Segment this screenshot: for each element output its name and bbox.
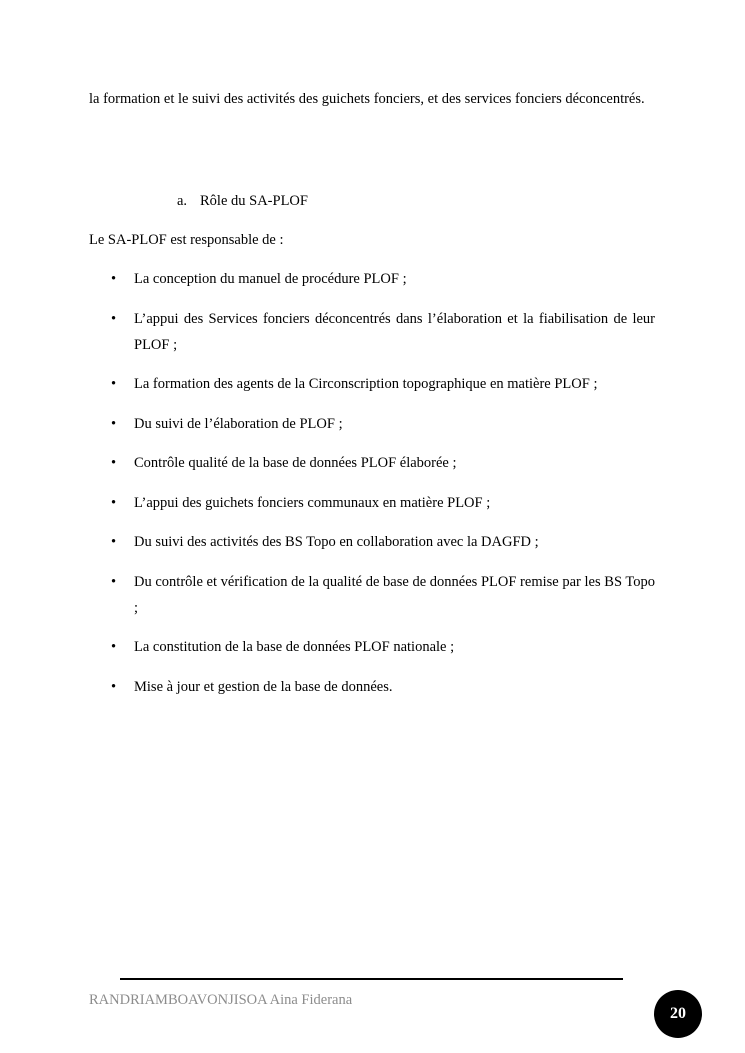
list-item	[89, 490, 655, 516]
list-item-text: La formation des agents de la Circonscription topographique en matière PLOF ;	[134, 376, 598, 392]
bullet-icon: •	[111, 678, 117, 695]
list-item	[89, 569, 655, 621]
subsection-heading	[177, 188, 308, 214]
list-item	[89, 674, 655, 700]
bullet-icon: •	[111, 310, 117, 327]
list-item-text: Du suivi de l’élaboration de PLOF ;	[134, 415, 343, 432]
bullet-icon: •	[111, 455, 117, 471]
list-item	[89, 266, 655, 292]
list-item-text: La constitution de la base de données PLOF nationale ;	[134, 639, 455, 655]
subsection-title: Rôle du SA-PLOF	[200, 193, 308, 209]
list-item-text: La conception du manuel de procédure PLOF ;	[134, 271, 407, 287]
bullet-icon: •	[111, 573, 117, 590]
list-item	[89, 634, 655, 660]
list-item-text: Du contrôle et vérification de la qualité de base de données PLOF remise par les BS Topo ;	[134, 573, 655, 616]
bullet-icon: •	[111, 639, 117, 655]
page-number: 20	[670, 1005, 686, 1022]
bullet-icon: •	[111, 534, 117, 550]
list-item-text: L’appui des guichets fonciers communaux en matière PLOF ;	[134, 494, 491, 511]
bullet-icon: •	[111, 271, 117, 287]
intro-paragraph: la formation et le suivi des activités des guichets fonciers, et des services fonciers déconcentrés.	[89, 91, 645, 107]
lead-text: Le SA-PLOF est responsable de :	[89, 232, 284, 248]
list-item	[89, 371, 655, 397]
footer-author: RANDRIAMBOAVONJISOA Aina Fiderana	[89, 992, 353, 1008]
bullet-icon: •	[111, 376, 117, 392]
bullet-icon: •	[111, 494, 117, 511]
subsection-marker: a.	[177, 193, 188, 209]
list-item-text: L’appui des Services fonciers déconcentrés dans l’élaboration et la fiabilisation de leur PLOF ;	[134, 310, 655, 353]
bullet-icon: •	[111, 415, 117, 432]
list-item	[89, 529, 655, 555]
footer-divider	[120, 978, 623, 980]
list-item-text: Mise à jour et gestion de la base de données.	[134, 678, 393, 695]
list-item	[89, 450, 655, 476]
list-item-text: Du suivi des activités des BS Topo en collaboration avec la DAGFD ;	[134, 534, 539, 550]
list-item	[89, 306, 655, 358]
list-item	[89, 411, 655, 437]
page-number-badge	[654, 990, 702, 1038]
list-item-text: Contrôle qualité de la base de données PLOF élaborée ;	[134, 455, 457, 471]
responsibilities-list	[89, 266, 655, 713]
